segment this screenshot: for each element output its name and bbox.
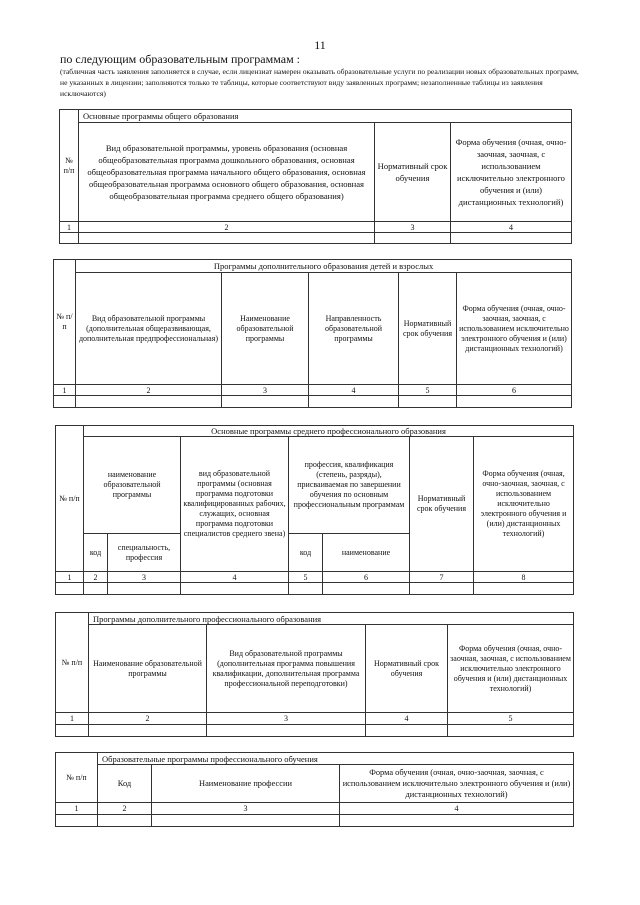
col-header-term: Нормативный срок обучения: [366, 625, 448, 713]
secondary-vocational-table: [55, 425, 574, 595]
col-number: 2: [79, 222, 375, 233]
table-title: Основные программы общего образования: [79, 110, 572, 123]
table-cell[interactable]: [366, 725, 448, 737]
table-cell[interactable]: [60, 233, 79, 244]
table-row: [56, 815, 574, 827]
table-cell[interactable]: [98, 815, 152, 827]
table-cell[interactable]: [152, 815, 340, 827]
col-number: 2: [76, 385, 222, 396]
col-number: 3: [108, 572, 181, 583]
col-number: 1: [56, 572, 84, 583]
table-cell[interactable]: [54, 396, 76, 408]
additional-education-table: [53, 259, 572, 408]
col-number: 2: [98, 803, 152, 815]
col-header-qual-name: наименование: [323, 534, 410, 572]
col-number: 3: [152, 803, 340, 815]
col-header-num: № п/п: [56, 613, 89, 713]
table-cell[interactable]: [474, 583, 574, 595]
table-cell[interactable]: [375, 233, 451, 244]
col-header-direction: Направленность образовательной программы: [309, 273, 399, 385]
col-header-num: № п/п: [56, 426, 84, 572]
col-header-form: Форма обучения (очная, очно-заочная, заочная, с использованием исключительно электронного обучения и (или) дистанционных технологий): [451, 123, 572, 222]
col-header-code: код: [84, 534, 108, 572]
page-number: 11: [314, 38, 326, 52]
col-header-term: Нормативный срок обучения: [410, 437, 474, 572]
table-cell[interactable]: [451, 233, 572, 244]
col-header-program-name: Наименование образовательной программы: [89, 625, 207, 713]
col-header-form: Форма обучения (очная, очно-заочная, заочная, с использованием исключительно электронного обучения и (или) дистанционных технологий): [448, 625, 574, 713]
col-header-program-kind: Вид образовательной программы (дополнительная общеразвивающая, дополнительная предпрофессиональная): [76, 273, 222, 385]
table-cell[interactable]: [309, 396, 399, 408]
table-cell[interactable]: [399, 396, 457, 408]
col-number: 7: [410, 572, 474, 583]
col-number: 4: [340, 803, 574, 815]
col-header-program-kind: Вид образовательной программы (дополнительная программа повышения квалификации, дополнительная программа профессиональной переподготовки): [207, 625, 366, 713]
col-header-program-name: Наименование образовательной программы: [222, 273, 309, 385]
col-header-program-name: наименование образовательной программы: [84, 437, 181, 534]
table-row: [54, 396, 572, 408]
table-cell[interactable]: [289, 583, 323, 595]
col-number: 3: [207, 713, 366, 725]
col-header-qualification: профессия, квалификация (степень, разряды), присваиваемая по завершении обучения по основным профессиональным программам: [289, 437, 410, 534]
table-cell[interactable]: [56, 583, 84, 595]
col-header-code: Код: [98, 765, 152, 803]
table-cell[interactable]: [56, 725, 89, 737]
table-cell[interactable]: [222, 396, 309, 408]
general-education-table: [59, 109, 572, 244]
col-header-qual-code: код: [289, 534, 323, 572]
col-number: 1: [56, 803, 98, 815]
additional-professional-table: [55, 612, 574, 737]
col-number: 4: [309, 385, 399, 396]
col-number: 2: [89, 713, 207, 725]
col-number: 4: [181, 572, 289, 583]
table-cell[interactable]: [340, 815, 574, 827]
col-header-form: Форма обучения (очная, очно-заочная, заочная, с использованием исключительно электронного обучения и (или) дистанционных технологий): [340, 765, 574, 803]
col-header-term: Нормативный срок обучения: [399, 273, 457, 385]
table-cell[interactable]: [323, 583, 410, 595]
table-cell[interactable]: [84, 583, 108, 595]
table-row: [56, 725, 574, 737]
page-heading: по следующим образовательным программам :: [60, 52, 300, 66]
table-row: [60, 233, 572, 244]
col-number: 5: [448, 713, 574, 725]
table-cell[interactable]: [79, 233, 375, 244]
table-cell[interactable]: [181, 583, 289, 595]
professional-training-table: [55, 752, 574, 827]
col-number: 1: [56, 713, 89, 725]
table-cell[interactable]: [448, 725, 574, 737]
col-number: 5: [399, 385, 457, 396]
table-title: Программы дополнительного образования детей и взрослых: [76, 260, 572, 273]
col-number: 2: [84, 572, 108, 583]
table-cell[interactable]: [410, 583, 474, 595]
table-title: Программы дополнительного профессионального образования: [89, 613, 574, 625]
col-number: 6: [323, 572, 410, 583]
col-header-num: № п/п: [60, 110, 79, 222]
instruction-note: (табличная часть заявления заполняется в случае, если лицензиат намерен оказывать образовательные услуги по реализации новых образовательных программ, не указанных в лицензии; заполняются только те таблицы, которые соответствуют виду заявленных программ; незаполненные таблицы из заявления исключаются): [60, 67, 579, 98]
col-number: 4: [451, 222, 572, 233]
col-header-num: № п/п: [56, 753, 98, 803]
table-cell[interactable]: [56, 815, 98, 827]
col-number: 3: [222, 385, 309, 396]
table-row: [56, 583, 574, 595]
col-header-specialty: специальность, профессия: [108, 534, 181, 572]
col-number: 3: [375, 222, 451, 233]
table-cell[interactable]: [207, 725, 366, 737]
col-number: 1: [54, 385, 76, 396]
table-cell[interactable]: [457, 396, 572, 408]
col-number: 4: [366, 713, 448, 725]
col-number: 5: [289, 572, 323, 583]
col-number: 8: [474, 572, 574, 583]
table-cell[interactable]: [108, 583, 181, 595]
col-header-form: Форма обучения (очная, очно-заочная, заочная, с использованием исключительно электронного обучения и (или) дистанционных технологий): [457, 273, 572, 385]
col-header-term: Нормативный срок обучения: [375, 123, 451, 222]
table-title: Основные программы среднего профессионального образования: [84, 426, 574, 437]
col-header-program-kind: вид образовательной программы (основная программа подготовки квалифицированных рабочих, служащих, основная программа подготовки специалистов среднего звена): [181, 437, 289, 572]
col-number: 1: [60, 222, 79, 233]
table-cell[interactable]: [89, 725, 207, 737]
col-number: 6: [457, 385, 572, 396]
table-cell[interactable]: [76, 396, 222, 408]
col-header-program-kind: Вид образовательной программы, уровень образования (основная общеобразовательная программа дошкольного образования, основная общеобразовательная программа начального общего образования, основная общеобразовательная программа основного общего образования, основная общеобразовательная программа среднего общего образования): [79, 123, 375, 222]
table-title: Образовательные программы профессионального обучения: [98, 753, 574, 765]
col-header-form: Форма обучения (очная, очно-заочная, заочная, с использованием исключительно электронного обучения и (или) дистанционных технологий): [474, 437, 574, 572]
col-header-profession: Наименование профессии: [152, 765, 340, 803]
col-header-num: № п/п: [54, 260, 76, 385]
